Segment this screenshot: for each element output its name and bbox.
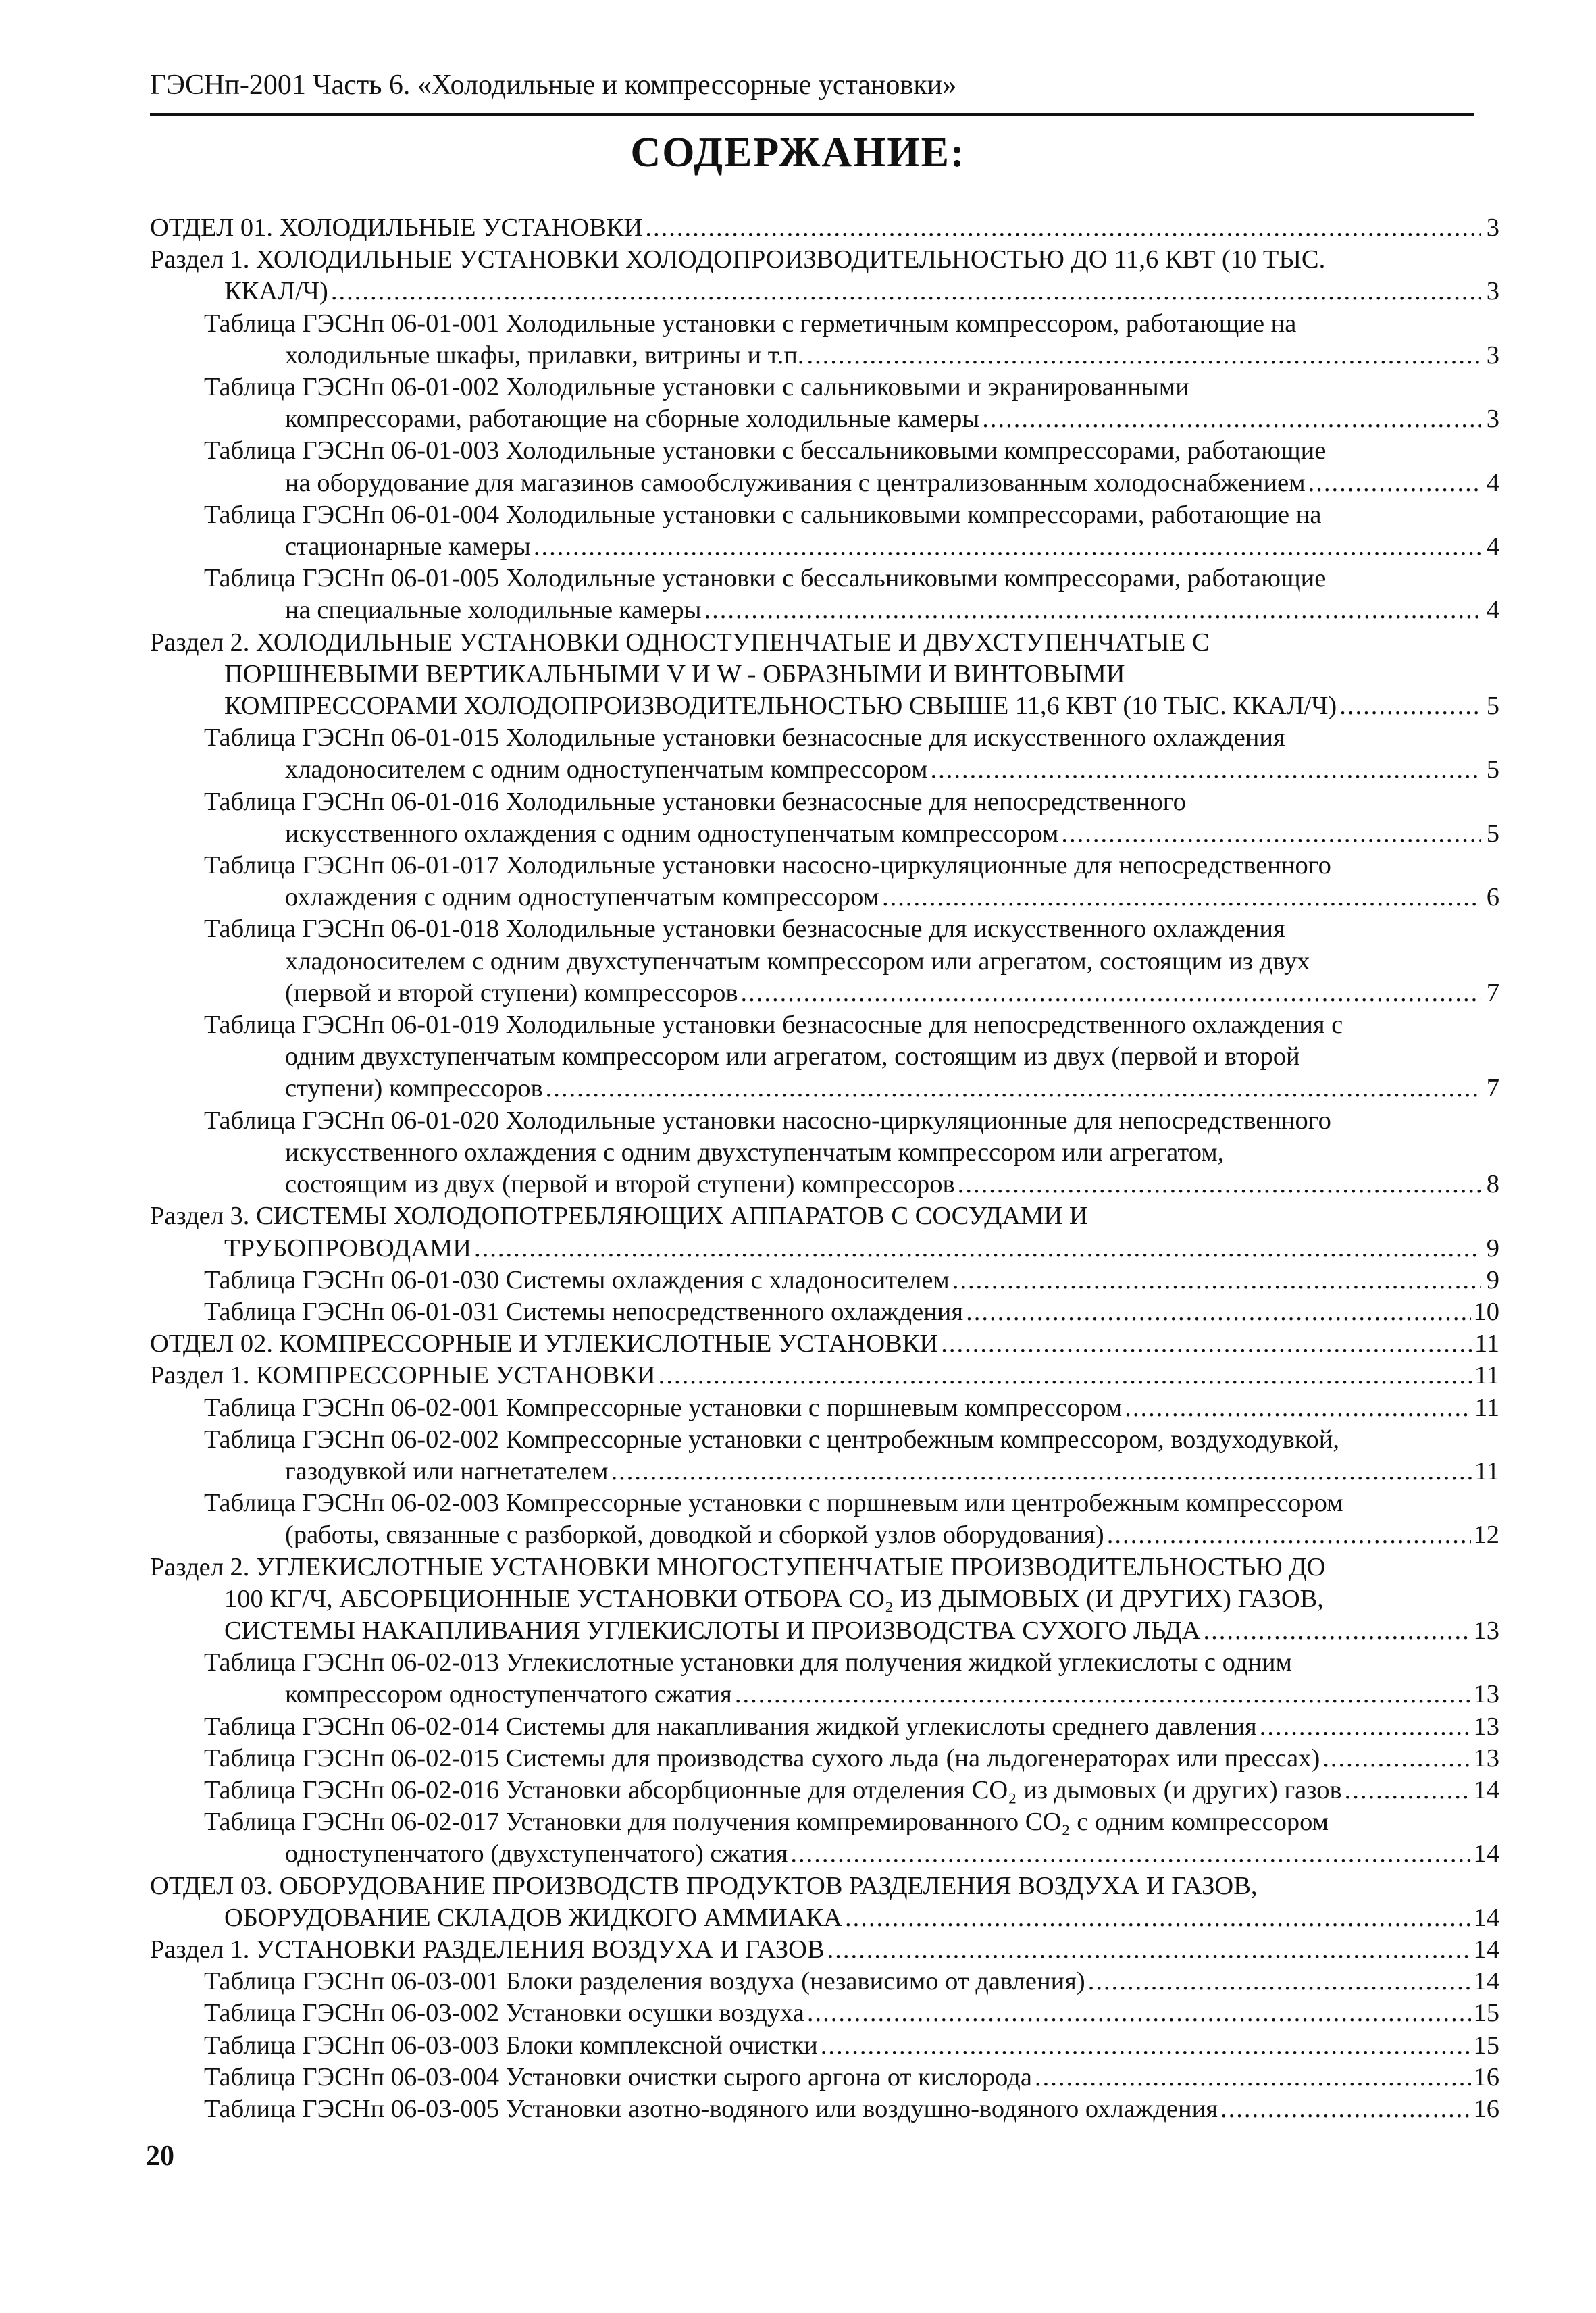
toc-page-number: 7 xyxy=(1486,978,1499,1007)
toc-table[interactable] xyxy=(150,563,1499,626)
toc-entry-text: Таблица ГЭСНп 06-03-001 Блоки разделения воздуха (независимо от давления) xyxy=(204,1967,1085,1996)
toc-entry-text: Таблица ГЭСНп 06-01-002 Холодильные установки с сальниковыми и экранированными xyxy=(204,373,1189,402)
toc-section[interactable] xyxy=(150,1552,1499,1648)
toc-table[interactable] xyxy=(150,1265,1499,1296)
page-title: СОДЕРЖАНИЕ: xyxy=(630,130,966,176)
dot-leader xyxy=(806,340,1481,372)
toc-entry-text: искусственного охлаждения с одним одноступенчатым компрессором xyxy=(285,819,1059,848)
dot-leader xyxy=(958,1169,1481,1200)
dot-leader xyxy=(930,754,1481,786)
toc-entry-text: Таблица ГЭСНп 06-03-004 Установки очистки сырого аргона от кислорода xyxy=(204,2062,1032,2091)
toc-page-number: 13 xyxy=(1473,1744,1499,1773)
toc-entry-text: газодувкой или нагнетателем xyxy=(285,1456,609,1485)
toc-table[interactable] xyxy=(150,2030,1499,2062)
dot-leader xyxy=(1203,1615,1470,1647)
toc-page-number: 14 xyxy=(1473,1935,1499,1964)
toc-page-number: 15 xyxy=(1473,2031,1499,2060)
dot-leader xyxy=(982,403,1481,435)
toc-entry-text: искусственного охлаждения с одним двухступенчатым компрессором или агрегатом, xyxy=(285,1138,1225,1167)
dot-leader xyxy=(704,594,1481,626)
toc-page-number: 3 xyxy=(1486,213,1499,242)
dot-leader xyxy=(882,882,1481,913)
running-header: ГЭСНп-2001 Часть 6. «Холодильные и компрессорные установки» xyxy=(150,70,957,101)
toc-entry-text: Таблица ГЭСНп 06-02-003 Компрессорные установки с поршневым или центробежным компрессором xyxy=(204,1489,1343,1518)
toc-table[interactable] xyxy=(150,850,1499,913)
toc-page-number: 5 xyxy=(1486,755,1499,784)
toc-entry-text: состоящим из двух (первой и второй ступени) компрессоров xyxy=(285,1170,955,1199)
dot-leader xyxy=(1107,1519,1471,1551)
toc-entry-text: Раздел 2. ХОЛОДИЛЬНЫЕ УСТАНОВКИ ОДНОСТУПЕНЧАТЫЕ И ДВУХСТУПЕНЧАТЫЕ С xyxy=(150,628,1210,657)
toc-page-number: 12 xyxy=(1473,1521,1499,1550)
toc-page-number: 4 xyxy=(1486,596,1499,625)
dot-leader xyxy=(790,1838,1470,1870)
toc-page-number: 7 xyxy=(1486,1074,1499,1103)
toc-table[interactable] xyxy=(150,1647,1499,1710)
toc-entry-text: на оборудование для магазинов самообслуживания с централизованным холодоснабжением xyxy=(285,468,1306,497)
toc-entry-text: КОМПРЕССОРАМИ ХОЛОДОПРОИЗВОДИТЕЛЬНОСТЬЮ СВЫШЕ 11,6 КВТ (10 ТЫС. ККАЛ/Ч) xyxy=(224,692,1337,721)
table-of-contents xyxy=(150,212,1499,2125)
toc-page-number: 5 xyxy=(1486,692,1499,721)
toc-entry-text: компрессором одноступенчатого сжатия xyxy=(285,1680,732,1709)
toc-page-number: 13 xyxy=(1473,1712,1499,1741)
toc-entry-text: одноступенчатого (двухступенчатого) сжатия xyxy=(285,1839,788,1869)
toc-table[interactable] xyxy=(150,1806,1499,1870)
toc-page-number: 11 xyxy=(1474,1456,1499,1485)
toc-table[interactable] xyxy=(150,722,1499,786)
toc-entry-text: Таблица ГЭСНп 06-01-019 Холодильные установки безнасосные для непосредственного охлаждения с xyxy=(204,1011,1343,1040)
toc-page-number: 3 xyxy=(1486,405,1499,434)
toc-entry-text: Таблица ГЭСНп 06-02-002 Компрессорные установки с центробежным компрессором, воздуходувкой, xyxy=(204,1425,1339,1454)
toc-entry-text: хладоносителем с одним двухступенчатым компрессором или агрегатом, состоящим из двух xyxy=(285,946,1310,975)
dot-leader xyxy=(546,1073,1481,1104)
toc-table[interactable] xyxy=(150,1711,1499,1743)
toc-page-number: 11 xyxy=(1474,1329,1499,1358)
toc-page-number: 6 xyxy=(1486,883,1499,912)
toc-table[interactable] xyxy=(150,1488,1499,1551)
toc-page-number: 9 xyxy=(1486,1234,1499,1263)
dot-leader xyxy=(741,977,1481,1009)
dot-leader xyxy=(845,1902,1471,1934)
dot-leader xyxy=(474,1233,1481,1265)
toc-page-number: 14 xyxy=(1473,1775,1499,1804)
toc-entry-text: СИСТЕМЫ НАКАПЛИВАНИЯ УГЛЕКИСЛОТЫ И ПРОИЗВОДСТВА СУХОГО ЛЬДА xyxy=(224,1616,1201,1645)
toc-entry-text: Таблица ГЭСНп 06-01-015 Холодильные установки безнасосные для искусственного охлаждения xyxy=(204,723,1285,753)
toc-page-number: 10 xyxy=(1473,1297,1499,1326)
toc-entry-text: Таблица ГЭСНп 06-01-003 Холодильные установки с бессальниковыми компрессорами, работающие xyxy=(204,436,1327,465)
dot-leader xyxy=(952,1265,1481,1296)
toc-entry-text: стационарные камеры xyxy=(285,532,531,561)
toc-page-number: 13 xyxy=(1473,1616,1499,1645)
dot-leader xyxy=(821,2030,1471,2062)
toc-table[interactable] xyxy=(150,786,1499,850)
toc-entry-text: ПОРШНЕВЫМИ ВЕРТИКАЛЬНЫМИ V И W - ОБРАЗНЫМИ И ВИНТОВЫМИ xyxy=(224,659,1125,688)
dot-leader xyxy=(1061,818,1481,850)
dot-leader xyxy=(807,1998,1471,2029)
dot-leader xyxy=(1260,1711,1471,1743)
toc-entry-text: Таблица ГЭСНп 06-01-030 Системы охлаждения с хладоносителем xyxy=(204,1265,950,1294)
toc-table[interactable] xyxy=(150,1743,1499,1775)
toc-page-number: 4 xyxy=(1486,532,1499,561)
toc-entry-text: хладоносителем с одним одноступенчатым компрессором xyxy=(285,755,928,784)
dot-leader xyxy=(534,531,1481,563)
dot-leader xyxy=(1322,1743,1470,1775)
toc-table[interactable] xyxy=(150,1998,1499,2029)
dot-leader xyxy=(659,1360,1472,1392)
toc-entry-text: Таблица ГЭСНп 06-01-004 Холодильные установки с сальниковыми компрессорами, работающие на xyxy=(204,500,1322,529)
dot-leader xyxy=(645,212,1481,244)
dot-leader xyxy=(1308,467,1481,499)
toc-table[interactable] xyxy=(150,2093,1499,2125)
toc-entry-text: Раздел 1. ХОЛОДИЛЬНЫЕ УСТАНОВКИ ХОЛОДОПРОИЗВОДИТЕЛЬНОСТЬЮ ДО 11,6 КВТ (10 ТЫС. xyxy=(150,245,1326,274)
toc-entry-text: Раздел 2. УГЛЕКИСЛОТНЫЕ УСТАНОВКИ МНОГОСТУПЕНЧАТЫЕ ПРОИЗВОДИТЕЛЬНОСТЬЮ ДО xyxy=(150,1552,1326,1581)
toc-entry-text: ККАЛ/Ч) xyxy=(224,277,328,306)
toc-page-number: 14 xyxy=(1473,1903,1499,1932)
toc-entry-text: ОБОРУДОВАНИЕ СКЛАДОВ ЖИДКОГО АММИАКА xyxy=(224,1903,842,1932)
toc-table[interactable] xyxy=(150,1105,1499,1201)
toc-entry-text: одним двухступенчатым компрессором или агрегатом, состоящим из двух (первой и второй xyxy=(285,1042,1300,1071)
toc-table[interactable] xyxy=(150,435,1499,499)
toc-section[interactable] xyxy=(150,244,1499,307)
toc-table[interactable] xyxy=(150,1424,1499,1488)
toc-entry-text: Таблица ГЭСНп 06-02-013 Углекислотные установки для получения жидкой углекислоты с одним xyxy=(204,1648,1292,1677)
dot-leader xyxy=(1220,2093,1471,2125)
toc-table[interactable] xyxy=(150,1392,1499,1424)
toc-entry-text: Раздел 1. УСТАНОВКИ РАЗДЕЛЕНИЯ ВОЗДУХА И ГАЗОВ xyxy=(150,1935,825,1964)
toc-entry-text: Таблица ГЭСНп 06-02-014 Системы для накапливания жидкой углекислоты среднего давления xyxy=(204,1712,1257,1741)
toc-table[interactable] xyxy=(150,499,1499,563)
toc-section[interactable] xyxy=(150,1200,1499,1264)
toc-entry-text: Таблица ГЭСНп 06-01-016 Холодильные установки безнасосные для непосредственного xyxy=(204,787,1186,816)
toc-entry-text: ступени) компрессоров xyxy=(285,1074,543,1103)
toc-entry-text: Таблица ГЭСНп 06-02-001 Компрессорные установки с поршневым компрессором xyxy=(204,1393,1123,1422)
toc-entry-text: Таблица ГЭСНп 06-03-005 Установки азотно-водяного или воздушно-водяного охлаждения xyxy=(204,2094,1218,2123)
toc-page-number: 11 xyxy=(1474,1393,1499,1422)
toc-page-number: 15 xyxy=(1473,1999,1499,2028)
dot-leader xyxy=(966,1296,1470,1328)
toc-page-number: 3 xyxy=(1486,277,1499,306)
toc-table[interactable] xyxy=(150,1966,1499,1998)
toc-page-number: 14 xyxy=(1473,1839,1499,1869)
toc-entry-text: компрессорами, работающие на сборные холодильные камеры xyxy=(285,405,980,434)
toc-department[interactable] xyxy=(150,212,1499,244)
toc-entry-text: (работы, связанные с разборкой, доводкой и сборкой узлов оборудования) xyxy=(285,1521,1104,1550)
dot-leader xyxy=(331,276,1481,307)
toc-table[interactable] xyxy=(150,1009,1499,1105)
toc-entry-text: охлаждения с одним одноступенчатым компрессором xyxy=(285,883,880,912)
toc-entry-text: Таблица ГЭСНп 06-01-005 Холодильные установки с бессальниковыми компрессорами, работающие xyxy=(204,564,1327,593)
toc-department[interactable] xyxy=(150,1328,1499,1360)
toc-page-number: 14 xyxy=(1473,1967,1499,1996)
toc-section[interactable] xyxy=(150,1934,1499,1966)
toc-entry-text: Раздел 3. СИСТЕМЫ ХОЛОДОПОТРЕБЛЯЮЩИХ АППАРАТОВ С СОСУДАМИ И xyxy=(150,1202,1088,1231)
toc-page-number: 11 xyxy=(1474,1361,1499,1390)
toc-entry-text: ОТДЕЛ 01. ХОЛОДИЛЬНЫЕ УСТАНОВКИ xyxy=(150,213,643,242)
toc-section[interactable] xyxy=(150,627,1499,723)
toc-entry-text: ТРУБОПРОВОДАМИ xyxy=(224,1234,472,1263)
toc-page-number: 16 xyxy=(1473,2062,1499,2091)
dot-leader xyxy=(827,1934,1471,1966)
toc-table[interactable] xyxy=(150,1775,1499,1806)
toc-page-number: 4 xyxy=(1486,468,1499,497)
toc-entry-text: Таблица ГЭСНп 06-01-031 Системы непосредственного охлаждения xyxy=(204,1297,964,1326)
toc-page-number: 9 xyxy=(1486,1265,1499,1294)
dot-leader xyxy=(1125,1392,1472,1424)
toc-page-number: 13 xyxy=(1473,1680,1499,1709)
dot-leader xyxy=(735,1679,1471,1710)
toc-table[interactable] xyxy=(150,913,1499,1009)
toc-entry-text: Раздел 1. КОМПРЕССОРНЫЕ УСТАНОВКИ xyxy=(150,1361,656,1390)
toc-page-number: 16 xyxy=(1473,2094,1499,2123)
toc-department[interactable] xyxy=(150,1871,1499,1934)
toc-table[interactable] xyxy=(150,2062,1499,2093)
toc-entry-text: Таблица ГЭСНп 06-02-016 Установки абсорбционные для отделения CO₂ из дымовых (и других) газов xyxy=(204,1775,1342,1804)
dot-leader xyxy=(611,1456,1471,1488)
toc-entry-text: Таблица ГЭСНп 06-03-003 Блоки комплексной очистки xyxy=(204,2031,818,2060)
header-divider xyxy=(150,113,1474,116)
toc-section[interactable] xyxy=(150,1360,1499,1392)
toc-table[interactable] xyxy=(150,308,1499,372)
toc-page-number: 5 xyxy=(1486,819,1499,848)
toc-table[interactable] xyxy=(150,1296,1499,1328)
toc-page-number: 3 xyxy=(1486,340,1499,370)
page-number: 20 xyxy=(146,2141,174,2172)
toc-page-number: 8 xyxy=(1486,1170,1499,1199)
dot-leader xyxy=(1088,1966,1471,1998)
toc-entry-text: Таблица ГЭСНп 06-02-017 Установки для получения компремированного CO₂ с одним компрессором xyxy=(204,1808,1329,1837)
toc-table[interactable] xyxy=(150,372,1499,435)
toc-entry-text: Таблица ГЭСНп 06-02-015 Системы для производства сухого льда (на льдогенераторах или прессах) xyxy=(204,1744,1320,1773)
toc-entry-text: ОТДЕЛ 02. КОМПРЕССОРНЫЕ И УГЛЕКИСЛОТНЫЕ УСТАНОВКИ xyxy=(150,1329,939,1358)
dot-leader xyxy=(941,1328,1472,1360)
toc-entry-text: 100 КГ/Ч, АБСОРБЦИОННЫЕ УСТАНОВКИ ОТБОРА CO₂ ИЗ ДЫМОВЫХ (И ДРУГИХ) ГАЗОВ, xyxy=(224,1584,1324,1613)
toc-entry-text: Таблица ГЭСНп 06-03-002 Установки осушки воздуха xyxy=(204,1999,804,2028)
toc-entry-text: холодильные шкафы, прилавки, витрины и т.п. xyxy=(285,340,804,370)
toc-entry-text: Таблица ГЭСНп 06-01-017 Холодильные установки насосно-циркуляционные для непосредственного xyxy=(204,851,1331,880)
dot-leader xyxy=(1339,690,1481,722)
dot-leader xyxy=(1345,1775,1471,1806)
dot-leader xyxy=(1035,2062,1471,2093)
toc-entry-text: Таблица ГЭСНп 06-01-001 Холодильные установки с герметичным компрессором, работающие на xyxy=(204,309,1297,338)
toc-entry-text: Таблица ГЭСНп 06-01-020 Холодильные установки насосно-циркуляционные для непосредственного xyxy=(204,1106,1331,1135)
toc-entry-text: на специальные холодильные камеры xyxy=(285,596,702,625)
toc-entry-text: Таблица ГЭСНп 06-01-018 Холодильные установки безнасосные для искусственного охлаждения xyxy=(204,915,1285,944)
toc-entry-text: (первой и второй ступени) компрессоров xyxy=(285,978,738,1007)
toc-entry-text: ОТДЕЛ 03. ОБОРУДОВАНИЕ ПРОИЗВОДСТВ ПРОДУКТОВ РАЗДЕЛЕНИЯ ВОЗДУХА И ГАЗОВ, xyxy=(150,1871,1258,1900)
